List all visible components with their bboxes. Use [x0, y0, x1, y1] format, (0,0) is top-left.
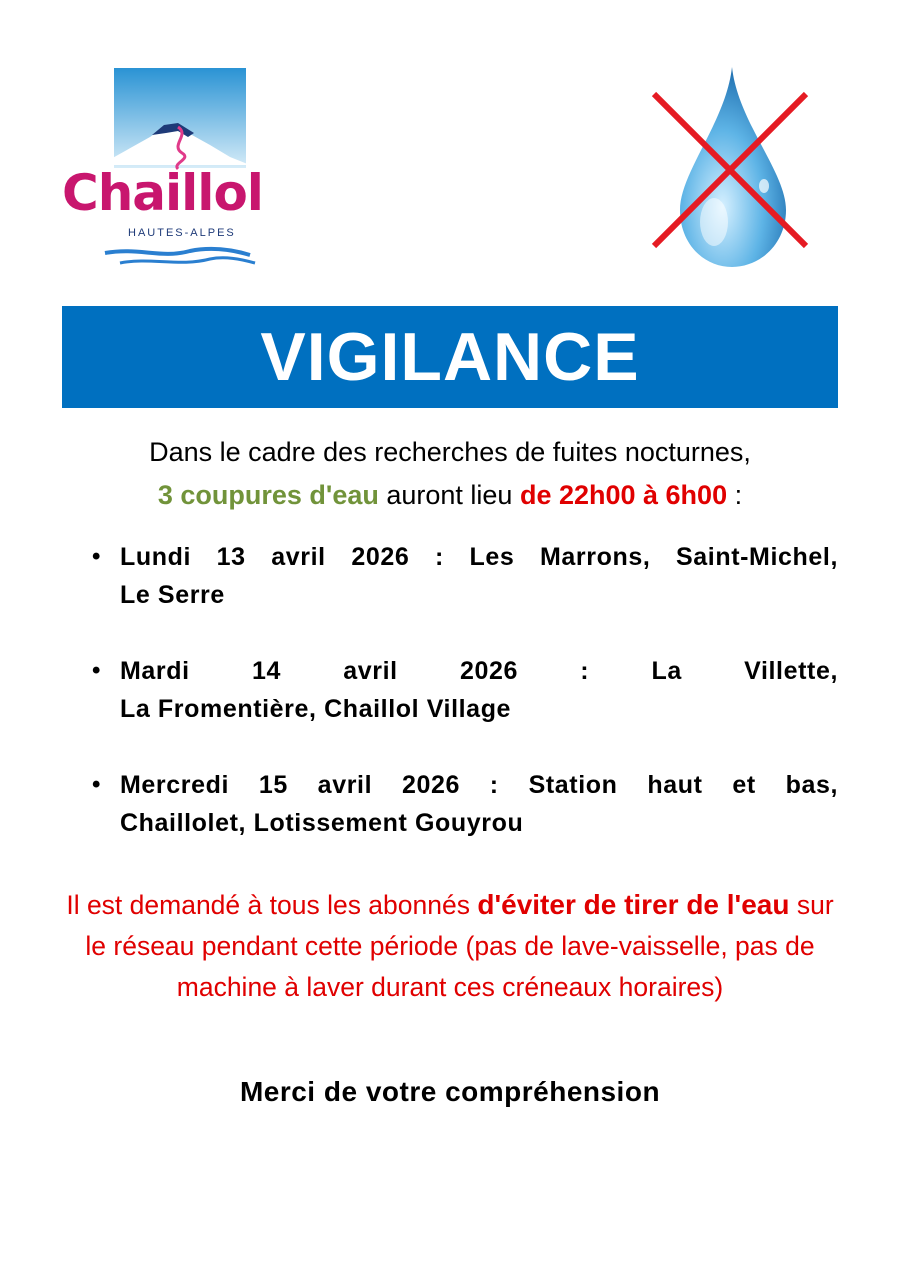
no-water-icon	[640, 62, 820, 272]
schedule-list	[92, 538, 838, 842]
notice-emphasis: d'éviter de tirer de l'eau	[477, 889, 790, 920]
intro-end: :	[727, 480, 743, 510]
wave-icon	[100, 245, 260, 271]
notice-part-2: sur le réseau pendant cette période (pas de lave-vaisselle, pas de machine à laver durant ces créneaux horaires)	[85, 890, 842, 1002]
intro-middle: auront lieu	[378, 480, 520, 510]
thanks-message: Merci de votre compréhension	[239, 1076, 661, 1107]
vigilance-banner	[62, 306, 838, 408]
item-date: Lundi 13 avril 2026 :	[120, 543, 444, 571]
item-places: Les Marrons, Saint-Michel,	[443, 543, 838, 571]
chaillol-logo	[60, 65, 300, 275]
item-places-cont: Chaillolet, Lotissement Gouyrou	[120, 809, 524, 837]
logo-name: Chaillol	[62, 164, 263, 222]
list-item	[92, 538, 838, 614]
banner-title: VIGILANCE	[260, 319, 640, 395]
water-drop-icon	[640, 62, 820, 272]
time-range: de 22h00 à 6h00	[519, 480, 728, 510]
intro-line-1: Dans le cadre des recherches de fuites nocturnes,	[149, 437, 751, 467]
item-places: Station haut et bas,	[498, 771, 839, 799]
item-places-cont: Le Serre	[120, 581, 225, 609]
intro-line-2	[60, 480, 840, 511]
notice-part-1: Il est demandé à tous les abonnés	[66, 890, 478, 920]
item-places: La Villette,	[589, 657, 838, 685]
item-places-cont: La Fromentière, Chaillol Village	[120, 695, 512, 723]
item-date: Mercredi 15 avril 2026 :	[120, 771, 499, 799]
item-date: Mardi 14 avril 2026 :	[120, 657, 590, 685]
water-cuts-count: 3 coupures d'eau	[157, 480, 379, 510]
logo-region: HAUTES-ALPES	[128, 227, 236, 239]
notice-paragraph	[60, 884, 840, 1008]
list-item	[92, 766, 838, 842]
list-item	[92, 652, 838, 728]
